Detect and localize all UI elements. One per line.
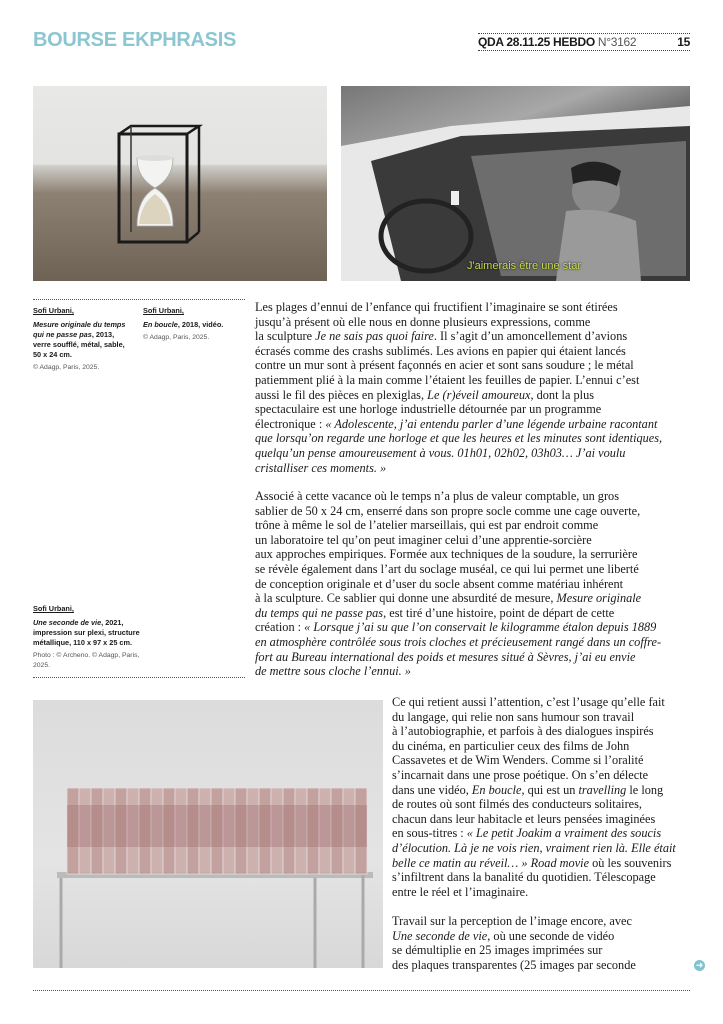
body-paragraph: [255, 300, 662, 475]
text-line: [255, 344, 662, 359]
text: chacun dans leur habitacle et leurs pensées imaginées: [392, 811, 656, 826]
plexi-plates-sculpture-photo: [33, 700, 383, 968]
italic-text: Mesure originale: [556, 591, 642, 606]
text: contre un mur sont à présent façonnés en acier et sont sans soudure ; le métal: [255, 358, 634, 373]
text-line: [392, 885, 676, 900]
text: du langage, qui relie non sans humour son travail: [392, 709, 635, 724]
caption-details: , 2021, impression sur plexi, structure métallique, 110 x 97 x 25 cm.: [33, 618, 140, 647]
text-line: [255, 504, 661, 519]
text: jusqu’à présent où elle nous en donne plusieurs expressions, comme: [255, 314, 591, 329]
text-line: [255, 562, 661, 577]
text-line: [392, 768, 676, 783]
text: de conception originale et d’user du socle absent comme matériau inhérent: [255, 576, 624, 591]
text-line: [255, 620, 661, 635]
text-line: [255, 577, 661, 592]
text-line: [392, 943, 636, 958]
text-line: [392, 929, 636, 944]
text: écrasés comme des crashs sublimés. Les avions en papier qui étaient lancés: [255, 343, 626, 358]
text-line: [392, 695, 676, 710]
text-line: [392, 841, 676, 856]
caption-divider: [33, 677, 245, 678]
body-paragraph: [255, 489, 661, 679]
text-line: [255, 461, 662, 476]
text-line: [255, 591, 661, 606]
text: Associé à cette vacance où le temps n’a plus de valeur comptable, un gros: [255, 489, 619, 503]
italic-text: en atmosphère contrôlée sous trois cloches et précieusement rangé dans un coffre-: [255, 634, 662, 649]
caption-hourglass: [33, 306, 133, 373]
issue-number: N°3162: [597, 35, 637, 49]
footer-divider: [33, 990, 690, 991]
text-line: [392, 724, 676, 739]
text: entre le réel et l’imaginaire.: [392, 884, 529, 899]
text: du cinéma, en particulier ceux des films de John: [392, 738, 630, 753]
italic-text: En boucle: [471, 782, 522, 797]
text: Cassavetes et de Wim Wenders. Comme si l’oralité: [392, 753, 644, 768]
caption-title: Une seconde de vie: [33, 618, 102, 627]
hourglass-sculpture-photo: [33, 86, 327, 281]
text: dans une vidéo,: [392, 782, 472, 797]
video-subtitle: J'aimerais être une star: [467, 260, 581, 272]
text: un laboratoire tel qu’on peut imaginer celui d’une apprentie-sorcière: [255, 532, 592, 547]
caption-title: Mesure originale du temps qui ne passe pas: [33, 320, 126, 339]
page-header: [478, 33, 690, 51]
italic-text: de mettre sous cloche l’ennui. »: [255, 664, 411, 679]
italic-text: d’élocution. Là je ne vois rien, vraiment rien là. Elle était: [392, 840, 676, 855]
italic-text: belle ce matin au réveil… » Road movie: [392, 855, 590, 870]
text-line: [255, 664, 661, 679]
text-line: [255, 606, 661, 621]
text: se démultiplie en 25 images imprimées sur: [392, 943, 603, 958]
italic-text: cristalliser ces moments. »: [255, 460, 387, 475]
text-line: [392, 710, 676, 725]
text: où les souvenirs: [589, 855, 672, 870]
text: patiemment plié à la main comme l’étaient les feuilles de papier. L’ennui c’est: [255, 372, 640, 387]
text: le long: [626, 782, 664, 797]
caption-credit: © Adagp, Paris, 2025.: [143, 334, 210, 341]
caption-title: En boucle: [143, 320, 178, 329]
text-line: [255, 329, 662, 344]
caption-video: [143, 306, 243, 343]
arrow-right-circle-icon[interactable]: ➜: [695, 960, 704, 970]
caption-details: , 2018, vidéo.: [177, 320, 224, 329]
text-line: [255, 402, 662, 417]
text-line: [255, 518, 661, 533]
text: se révèle également dans l’art du soclage muséal, ce qui lui permet une liberté: [255, 561, 639, 576]
text: , dont la plus: [530, 387, 595, 402]
text-line: [255, 547, 661, 562]
italic-text: « Lorsque j’ai su que l’on conservait le kilogramme étalon depuis 1889: [304, 620, 657, 635]
text-line: [392, 783, 676, 798]
italic-text: Le (r)éveil amoureux: [427, 387, 531, 402]
caption-artist: Sofi Urbani,: [143, 306, 184, 315]
text: , est tiré d’une histoire, point de départ de cette: [383, 605, 615, 620]
text: la sculpture: [255, 329, 316, 344]
caption-credit: © Adagp, Paris, 2025.: [33, 364, 100, 371]
italic-text: du temps qui ne passe pas: [255, 605, 384, 620]
text-line: [255, 533, 661, 548]
text: création :: [255, 620, 305, 635]
text: . Il s’agit d’un amoncellement d’avions: [433, 329, 628, 344]
caption-artist: Sofi Urbani,: [33, 306, 74, 315]
text: à l’autobiographie, et parfois à des dialogues inspirés: [392, 724, 654, 739]
text-line: [255, 650, 661, 665]
italic-text: travelling: [578, 782, 627, 797]
text-line: [255, 315, 662, 330]
text-line: [255, 388, 662, 403]
text: sablier de 50 x 24 cm, enserré dans son propre socle comme une cage ouverte,: [255, 503, 641, 518]
italic-text: quelqu’un pense amoureusement à vous. 01h01, 02h02, 03h03… J’ai voulu: [255, 445, 626, 460]
italic-text: « Adolescente, j’ai entendu parler d’une légende urbaine racontant: [325, 416, 658, 431]
text: de routes où sont filmés des conducteurs solitaires,: [392, 797, 642, 812]
body-paragraph: [392, 914, 636, 972]
italic-text: « Le petit Joakim a vraiment des soucis: [466, 826, 662, 841]
text-line: [392, 856, 676, 871]
italic-text: Je ne sais pas quoi faire: [315, 329, 434, 344]
text: s’incarnait dans une prose poétique. On s’en délecte: [392, 767, 649, 782]
italic-text: fort au Bureau international des poids et mesures situé à Sèvres, j’ai eu envie: [255, 649, 636, 664]
body-paragraph: [392, 695, 676, 899]
text: Les plages d’ennui de l’enfance qui fructifient l’imaginaire se sont étirées: [255, 300, 618, 314]
text-line: [255, 635, 661, 650]
text-line: [255, 358, 662, 373]
text-line: [392, 812, 676, 827]
text: Travail sur la perception de l’image encore, avec: [392, 914, 632, 928]
text-line: [392, 797, 676, 812]
text-line: [392, 826, 676, 841]
caption-artist: Sofi Urbani,: [33, 604, 74, 613]
text: des plaques transparentes (25 images par seconde: [392, 957, 636, 972]
text-line: [392, 958, 636, 973]
text: aussi le fil des pièces en plexiglas,: [255, 387, 428, 402]
caption-credit: Photo : © Archeno. © Adagp, Paris, 2025.: [33, 652, 140, 669]
text-line: [392, 870, 676, 885]
page-number: 15: [677, 35, 690, 49]
text: Ce qui retient aussi l’attention, c’est l’usage qu’elle fait: [392, 695, 665, 709]
text-line: [255, 489, 661, 504]
section-title: BOURSE EKPHRASIS: [33, 29, 237, 51]
text: trône à même le sol de l’atelier marseillais, qui est par endroit comme: [255, 518, 599, 533]
text-line: [255, 300, 662, 315]
text: , où une seconde de vidéo: [487, 928, 615, 943]
text-line: [392, 914, 636, 929]
video-still-car-driver: [341, 86, 690, 281]
text: en sous-titres :: [392, 826, 467, 841]
text: , qui est un: [521, 782, 579, 797]
text-line: [392, 739, 676, 754]
text-line: [255, 417, 662, 432]
caption-plexi: [33, 604, 141, 671]
caption-details: , 2013, verre soufflé, métal, sable, 50 x 24 cm.: [33, 330, 125, 359]
text-line: [392, 753, 676, 768]
publication-name: QDA 28.11.25 HEBDO: [478, 35, 595, 49]
text-line: [255, 373, 662, 388]
text: s’infiltrent dans la banalité du quotidien. Télescopage: [392, 870, 656, 885]
text-line: [255, 431, 662, 446]
text: spectaculaire est une horloge industrielle détournée par un programme: [255, 402, 602, 417]
text: aux approches empiriques. Formée aux techniques de la soudure, la serrurière: [255, 547, 638, 562]
text: électronique :: [255, 416, 326, 431]
text: à la sculpture. Ce sablier qui donne une absurdité de mesure,: [255, 591, 557, 606]
text-line: [255, 446, 662, 461]
italic-text: que lorsqu’on regarde une horloge et que les heures et les minutes sont identiques,: [255, 431, 663, 446]
caption-divider: [33, 299, 245, 300]
italic-text: Une seconde de vie: [392, 928, 488, 943]
